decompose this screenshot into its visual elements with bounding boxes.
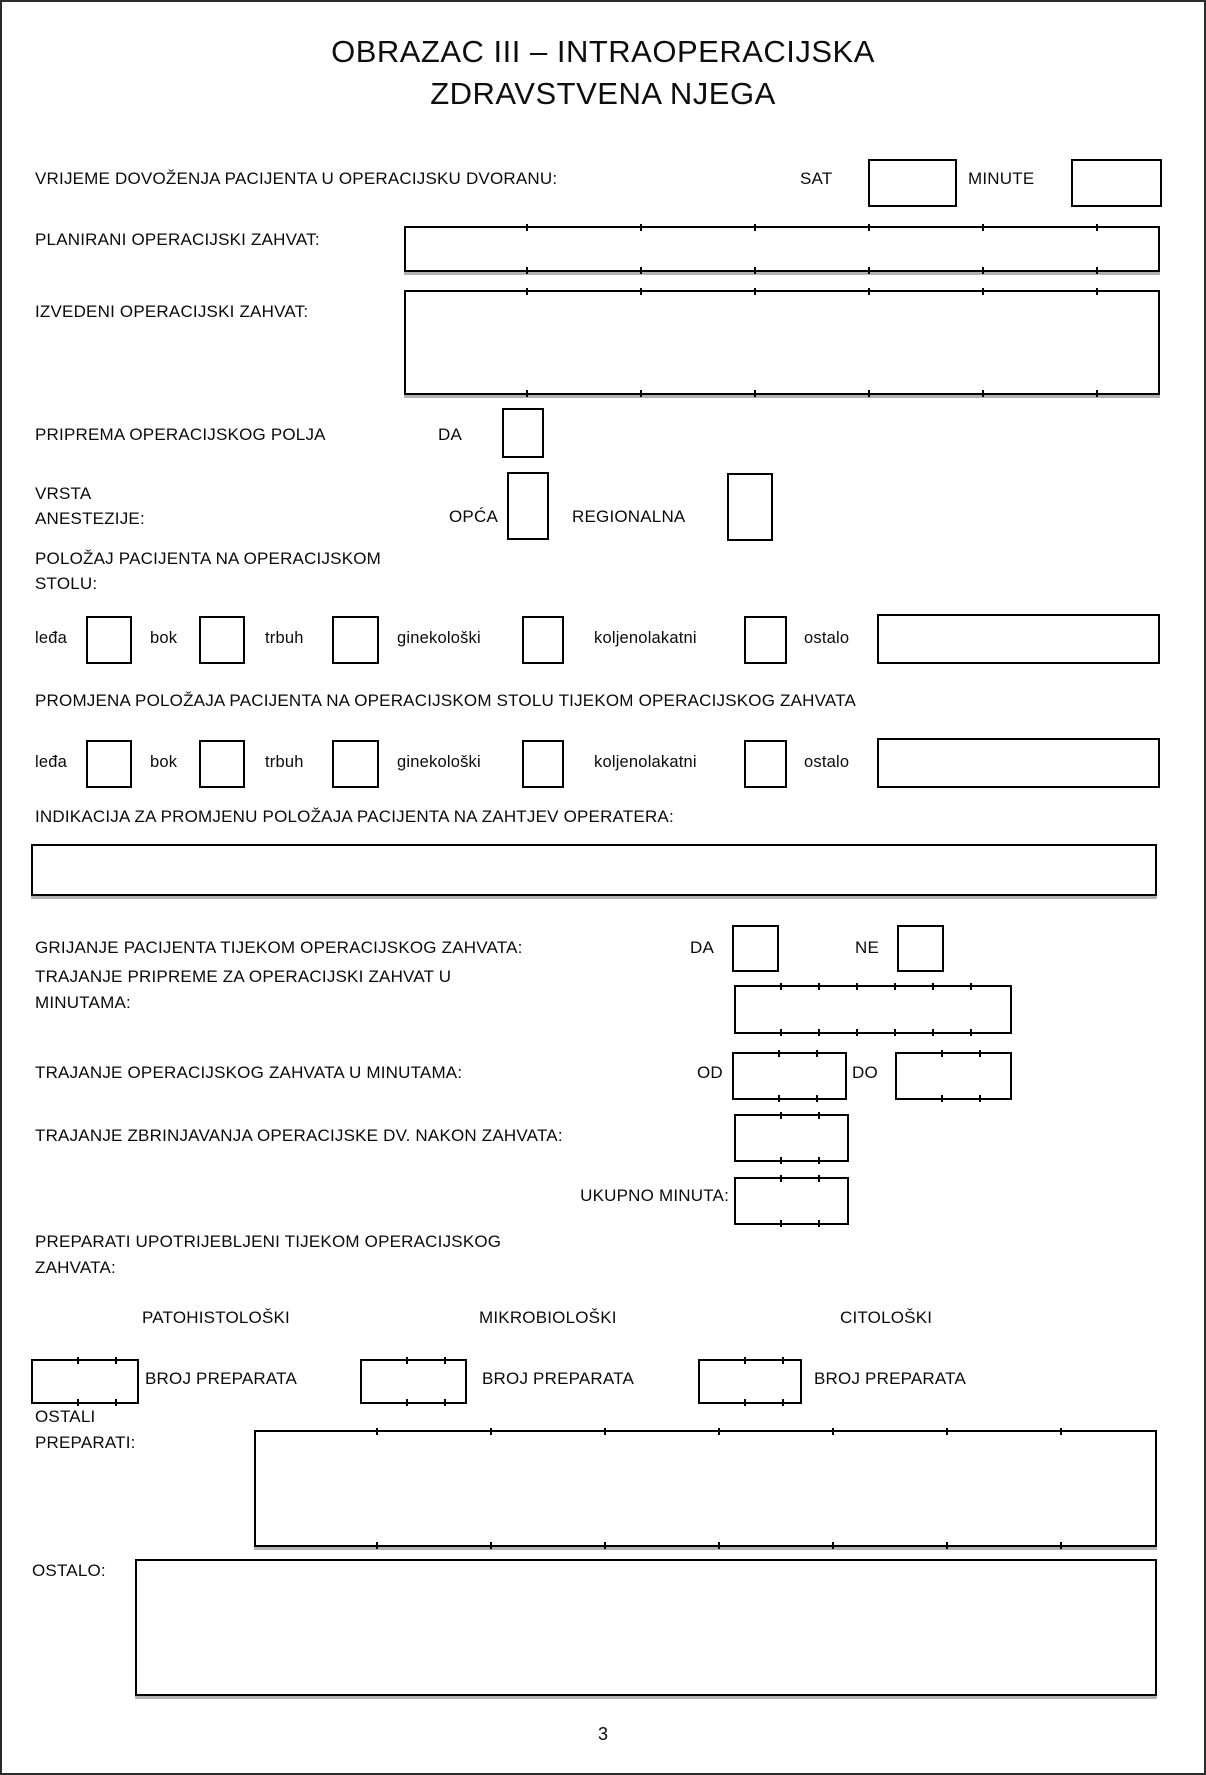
position-change-checkbox-koljenolakatni[interactable] xyxy=(744,740,787,788)
anesthesia-label-line1: VRSTA xyxy=(35,484,92,503)
warming-yes-checkbox[interactable] xyxy=(732,925,779,972)
position-change-option-label-ginekoloski: ginekološki xyxy=(397,753,481,771)
specimens-count-input-microbiology[interactable] xyxy=(360,1359,467,1404)
specimens-count-label-cytology: BROJ PREPARATA xyxy=(814,1369,967,1388)
prep-duration-label-line2: MINUTAMA: xyxy=(35,993,131,1012)
position-change-option-label-leda: leđa xyxy=(35,753,67,771)
or-cleanup-duration-label: TRAJANJE ZBRINJAVANJA OPERACIJSKE DV. NAKON ZAHVATA: xyxy=(35,1126,563,1145)
anesthesia-regional-label: REGIONALNA xyxy=(572,507,686,526)
anesthesia-general-checkbox[interactable] xyxy=(507,472,549,540)
position-checkbox-koljenolakatni[interactable] xyxy=(744,616,787,664)
specimens-count-label-microbiology: BROJ PREPARATA xyxy=(482,1369,635,1388)
prep-duration-input[interactable] xyxy=(734,985,1012,1034)
position-option-label-leda: leđa xyxy=(35,629,67,647)
specimens-header-microbiology: MIKROBIOLOŠKI xyxy=(479,1308,617,1327)
specimens-label-line1: PREPARATI UPOTRIJEBLJENI TIJEKOM OPERACIJSKOG xyxy=(35,1232,502,1251)
position-checkbox-ginekoloski[interactable] xyxy=(522,616,564,664)
other-specimens-input[interactable] xyxy=(254,1430,1157,1547)
position-change-option-label-bok: bok xyxy=(150,753,178,771)
position-change-option-label-trbuh: trbuh xyxy=(265,753,304,771)
position-checkbox-bok[interactable] xyxy=(199,616,245,664)
minute-input[interactable] xyxy=(1071,159,1162,207)
specimens-count-input-cytology[interactable] xyxy=(698,1359,802,1404)
specimens-count-input-pathohistology[interactable] xyxy=(31,1359,139,1404)
anesthesia-general-label: OPĆA xyxy=(449,507,498,526)
procedure-duration-from-label: OD xyxy=(697,1063,723,1082)
position-change-option-label-koljenolakatni: koljenolakatni xyxy=(594,753,697,771)
procedure-duration-to-label: DO xyxy=(852,1063,878,1082)
position-option-label-bok: bok xyxy=(150,629,178,647)
indication-input[interactable] xyxy=(31,844,1157,896)
arrival-time-label: VRIJEME DOVOŽENJA PACIJENTA U OPERACIJSKU DVORANU: xyxy=(35,169,558,188)
hour-label: SAT xyxy=(800,169,833,188)
field-preparation-yes-checkbox[interactable] xyxy=(502,408,544,458)
position-option-label-ostalo: ostalo xyxy=(804,629,850,647)
total-minutes-input[interactable] xyxy=(734,1177,849,1225)
other-specimens-label-line2: PREPARATI: xyxy=(35,1433,136,1452)
position-option-label-koljenolakatni: koljenolakatni xyxy=(594,629,697,647)
hour-input[interactable] xyxy=(868,159,957,207)
position-change-checkbox-ginekoloski[interactable] xyxy=(522,740,564,788)
position-option-label-ginekoloski: ginekološki xyxy=(397,629,481,647)
position-checkbox-leda[interactable] xyxy=(86,616,132,664)
field-preparation-yes-label: DA xyxy=(438,425,463,444)
position-change-label: PROMJENA POLOŽAJA PACIJENTA NA OPERACIJSKOM STOLU TIJEKOM OPERACIJSKOG ZAHVATA xyxy=(35,691,857,710)
specimens-header-cytology: CITOLOŠKI xyxy=(840,1308,933,1327)
other-specimens-label-line1: OSTALI xyxy=(35,1407,96,1426)
indication-label: INDIKACIJA ZA PROMJENU POLOŽAJA PACIJENTA NA ZAHTJEV OPERATERA: xyxy=(35,807,674,826)
warming-no-checkbox[interactable] xyxy=(897,925,944,972)
specimens-label-line2: ZAHVATA: xyxy=(35,1258,116,1277)
planned-procedure-input[interactable] xyxy=(404,226,1160,272)
position-change-checkbox-bok[interactable] xyxy=(199,740,245,788)
position-label-line1: POLOŽAJ PACIJENTA NA OPERACIJSKOM xyxy=(35,549,382,568)
warming-label: GRIJANJE PACIJENTA TIJEKOM OPERACIJSKOG ZAHVATA: xyxy=(35,938,523,957)
anesthesia-label-line2: ANESTEZIJE: xyxy=(35,509,145,528)
anesthesia-regional-checkbox[interactable] xyxy=(727,473,773,541)
procedure-duration-label: TRAJANJE OPERACIJSKOG ZAHVATA U MINUTAMA: xyxy=(35,1063,463,1082)
position-option-label-trbuh: trbuh xyxy=(265,629,304,647)
position-change-checkbox-trbuh[interactable] xyxy=(332,740,379,788)
position-change-option-label-ostalo: ostalo xyxy=(804,753,850,771)
other-label: OSTALO: xyxy=(32,1561,106,1580)
performed-procedure-input[interactable] xyxy=(404,290,1160,395)
position-change-checkbox-leda[interactable] xyxy=(86,740,132,788)
position-checkbox-trbuh[interactable] xyxy=(332,616,379,664)
performed-procedure-label: IZVEDENI OPERACIJSKI ZAHVAT: xyxy=(35,302,309,321)
page-number: 3 xyxy=(597,1724,608,1744)
total-minutes-label: UKUPNO MINUTA: xyxy=(580,1186,729,1205)
field-preparation-label: PRIPREMA OPERACIJSKOG POLJA xyxy=(35,425,326,444)
warming-no-label: NE xyxy=(855,938,880,957)
warming-yes-label: DA xyxy=(690,938,715,957)
minute-label: MINUTE xyxy=(968,169,1035,188)
position-label-line2: STOLU: xyxy=(35,574,98,593)
other-input[interactable] xyxy=(135,1559,1157,1696)
planned-procedure-label: PLANIRANI OPERACIJSKI ZAHVAT: xyxy=(35,230,320,249)
or-cleanup-duration-input[interactable] xyxy=(734,1114,849,1162)
specimens-header-pathohistology: PATOHISTOLOŠKI xyxy=(142,1308,290,1327)
procedure-duration-to-input[interactable] xyxy=(895,1052,1012,1100)
form-title-line1: OBRAZAC III – INTRAOPERACIJSKA xyxy=(331,34,875,69)
form-title-line2: ZDRAVSTVENA NJEGA xyxy=(430,76,776,111)
procedure-duration-from-input[interactable] xyxy=(732,1052,847,1100)
position-change-other-input[interactable] xyxy=(877,738,1160,788)
position-other-input[interactable] xyxy=(877,614,1160,664)
specimens-count-label-pathohistology: BROJ PREPARATA xyxy=(145,1369,298,1388)
prep-duration-label-line1: TRAJANJE PRIPREME ZA OPERACIJSKI ZAHVAT U xyxy=(35,967,452,986)
